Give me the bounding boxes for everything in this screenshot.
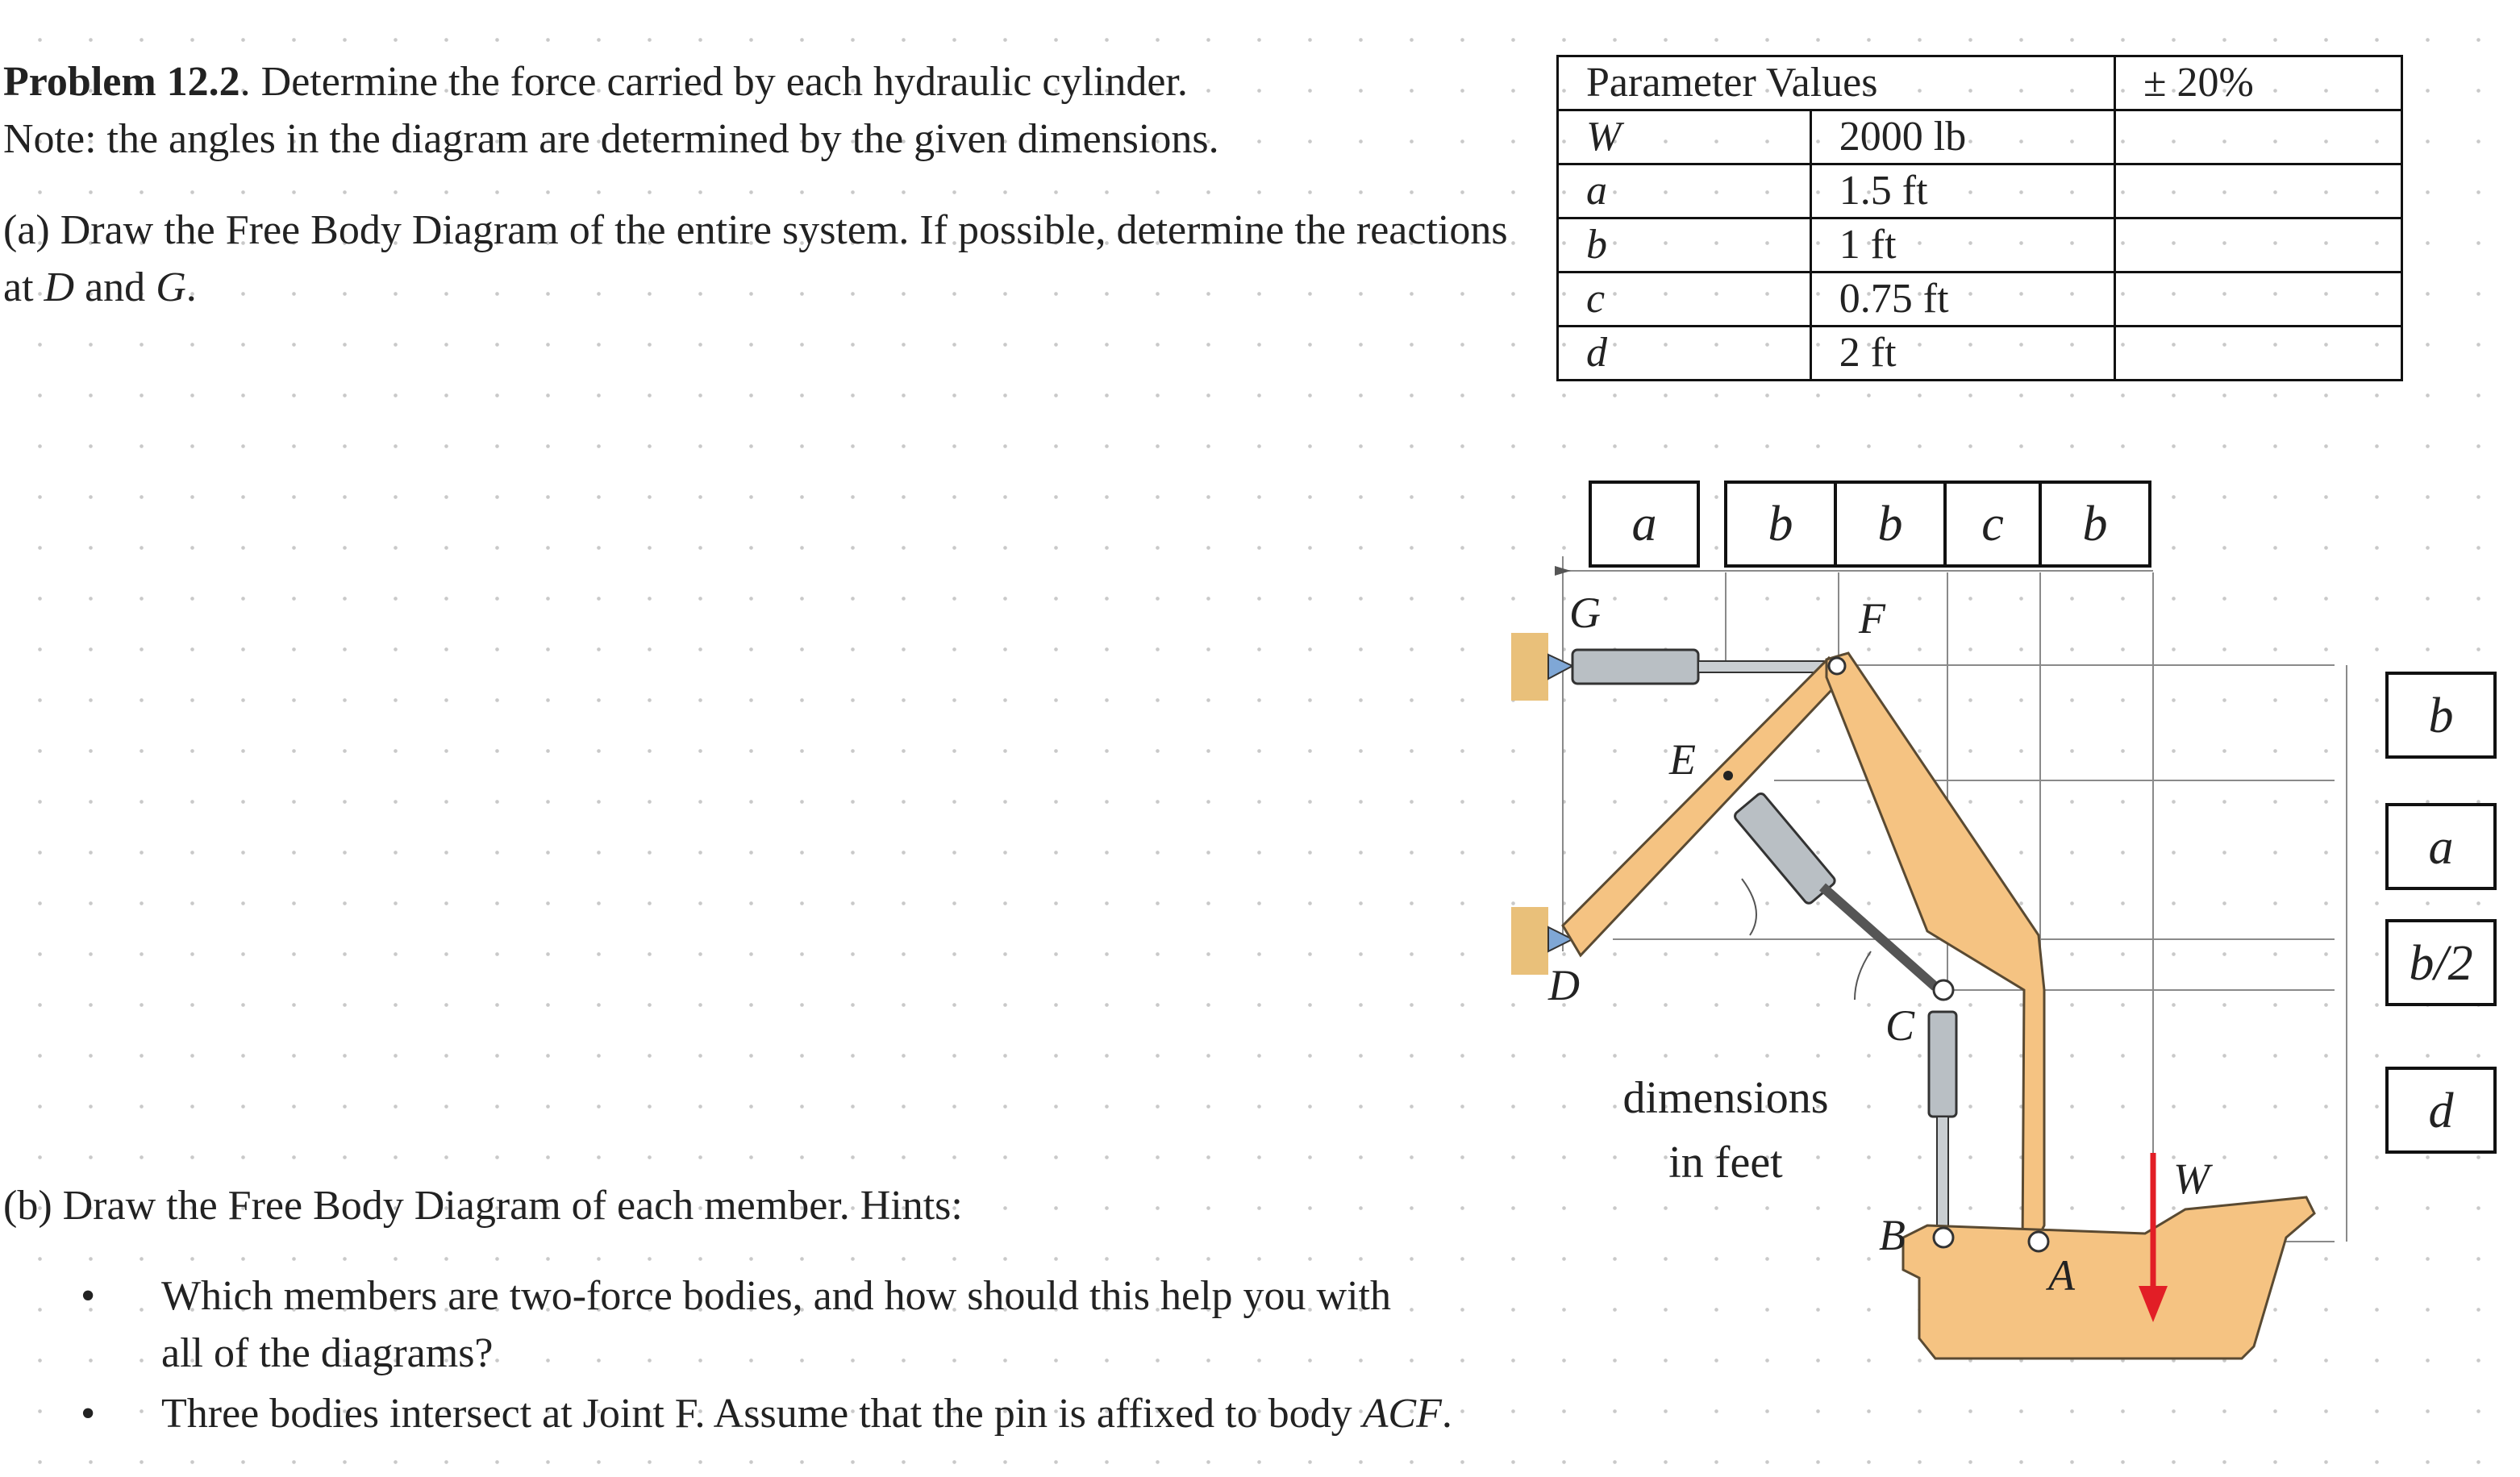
pin-b xyxy=(1934,1228,1953,1247)
dim-label: d xyxy=(2428,1084,2454,1138)
cylinder-gf-body xyxy=(1572,650,1698,684)
param-tol xyxy=(2114,327,2401,381)
table-row xyxy=(1558,110,2402,164)
problem-statement xyxy=(3,53,1511,168)
member-def xyxy=(1563,658,1847,955)
right-dimension-labels xyxy=(2387,673,2495,1152)
angle-arc-c xyxy=(1855,951,1871,1000)
param-tol xyxy=(2114,273,2401,327)
table-row xyxy=(1558,164,2402,218)
label-g: G xyxy=(1569,589,1601,637)
units-note-line1: dimensions xyxy=(1622,1073,1829,1123)
label-d: D xyxy=(1548,961,1580,1009)
dim-label: b xyxy=(2428,689,2454,743)
hint-item xyxy=(0,1385,1452,1442)
table-row xyxy=(1558,327,2402,381)
hint-text: Which members are two-force bodies, and how should this help you with all of the diagrams? xyxy=(161,1273,1391,1377)
label-w: W xyxy=(2173,1155,2210,1203)
problem-text: . Determine the force carried by each hydraulic cylinder. xyxy=(240,59,1188,105)
cylinder-cb-rod xyxy=(1937,1117,1948,1229)
param-value: 2 ft xyxy=(1810,327,2114,381)
angle-arc-d xyxy=(1742,879,1756,935)
label-c: C xyxy=(1885,1001,1915,1050)
pin-e xyxy=(1723,771,1733,780)
part-a-text xyxy=(3,202,1519,316)
parameter-table xyxy=(1556,55,2403,381)
dim-label: a xyxy=(1631,497,1657,551)
dim-label: a xyxy=(2428,820,2454,875)
param-tol xyxy=(2114,164,2401,218)
wall-support-d xyxy=(1511,907,1548,975)
param-tol xyxy=(2114,110,2401,164)
problem-note: Note: the angles in the diagram are determined by the given dimensions. xyxy=(3,116,1219,163)
hint-body-name: ACF xyxy=(1362,1391,1442,1437)
part-a-end: . xyxy=(185,264,197,311)
hint-end: . xyxy=(1441,1391,1452,1437)
param-value: 1.5 ft xyxy=(1810,164,2114,218)
table-header-row xyxy=(1558,56,2402,110)
param-tol xyxy=(2114,218,2401,273)
var-g: G xyxy=(156,264,186,311)
param-value: 1 ft xyxy=(1810,218,2114,273)
param-value: 0.75 ft xyxy=(1810,273,2114,327)
pin-f xyxy=(1829,658,1845,674)
problem-title: Problem 12.2 xyxy=(3,59,240,105)
dim-label: b/2 xyxy=(2409,936,2473,991)
label-e: E xyxy=(1669,735,1696,784)
pin-a xyxy=(2029,1232,2048,1251)
units-note-line2: in feet xyxy=(1668,1138,1783,1188)
label-f: F xyxy=(1859,594,1885,643)
hints-list xyxy=(0,1267,1452,1443)
part-a-and: and xyxy=(74,264,156,311)
header-parameter-values: Parameter Values xyxy=(1558,56,2115,110)
table-row xyxy=(1558,218,2402,273)
param-name: a xyxy=(1558,164,1811,218)
table-row xyxy=(1558,273,2402,327)
bullet: • xyxy=(81,1273,96,1319)
param-name: W xyxy=(1558,110,1811,164)
bullet: • xyxy=(81,1391,96,1437)
mechanism-diagram xyxy=(1500,451,2500,1395)
dim-label: b xyxy=(2082,497,2108,551)
top-dimension-labels xyxy=(1590,482,2150,566)
hint-item xyxy=(0,1267,1419,1382)
hint-text: Three bodies intersect at Joint F. Assume that the pin is affixed to body xyxy=(161,1391,1363,1437)
bucket xyxy=(1903,1197,2314,1358)
pin-support-g xyxy=(1548,655,1572,679)
param-value: 2000 lb xyxy=(1810,110,2114,164)
param-name: c xyxy=(1558,273,1811,327)
param-name: d xyxy=(1558,327,1811,381)
var-d: D xyxy=(44,264,75,311)
dim-label: c xyxy=(1981,497,2004,551)
param-name: b xyxy=(1558,218,1811,273)
header-tolerance: ± 20% xyxy=(2114,56,2401,110)
member-acf xyxy=(1826,653,2044,1250)
pin-c xyxy=(1934,980,1953,1000)
dim-label: b xyxy=(1768,497,1793,551)
label-a: A xyxy=(2048,1251,2075,1300)
wall-support-g xyxy=(1511,633,1548,701)
part-a-body: (a) Draw the Free Body Diagram of the entire system. If possible, determine the reactions at xyxy=(3,207,1508,311)
dim-label: b xyxy=(1877,497,1903,551)
part-b-text: (b) Draw the Free Body Diagram of each member. Hints: xyxy=(3,1183,963,1229)
cylinder-cb-body xyxy=(1929,1012,1956,1117)
label-b: B xyxy=(1879,1211,1906,1259)
